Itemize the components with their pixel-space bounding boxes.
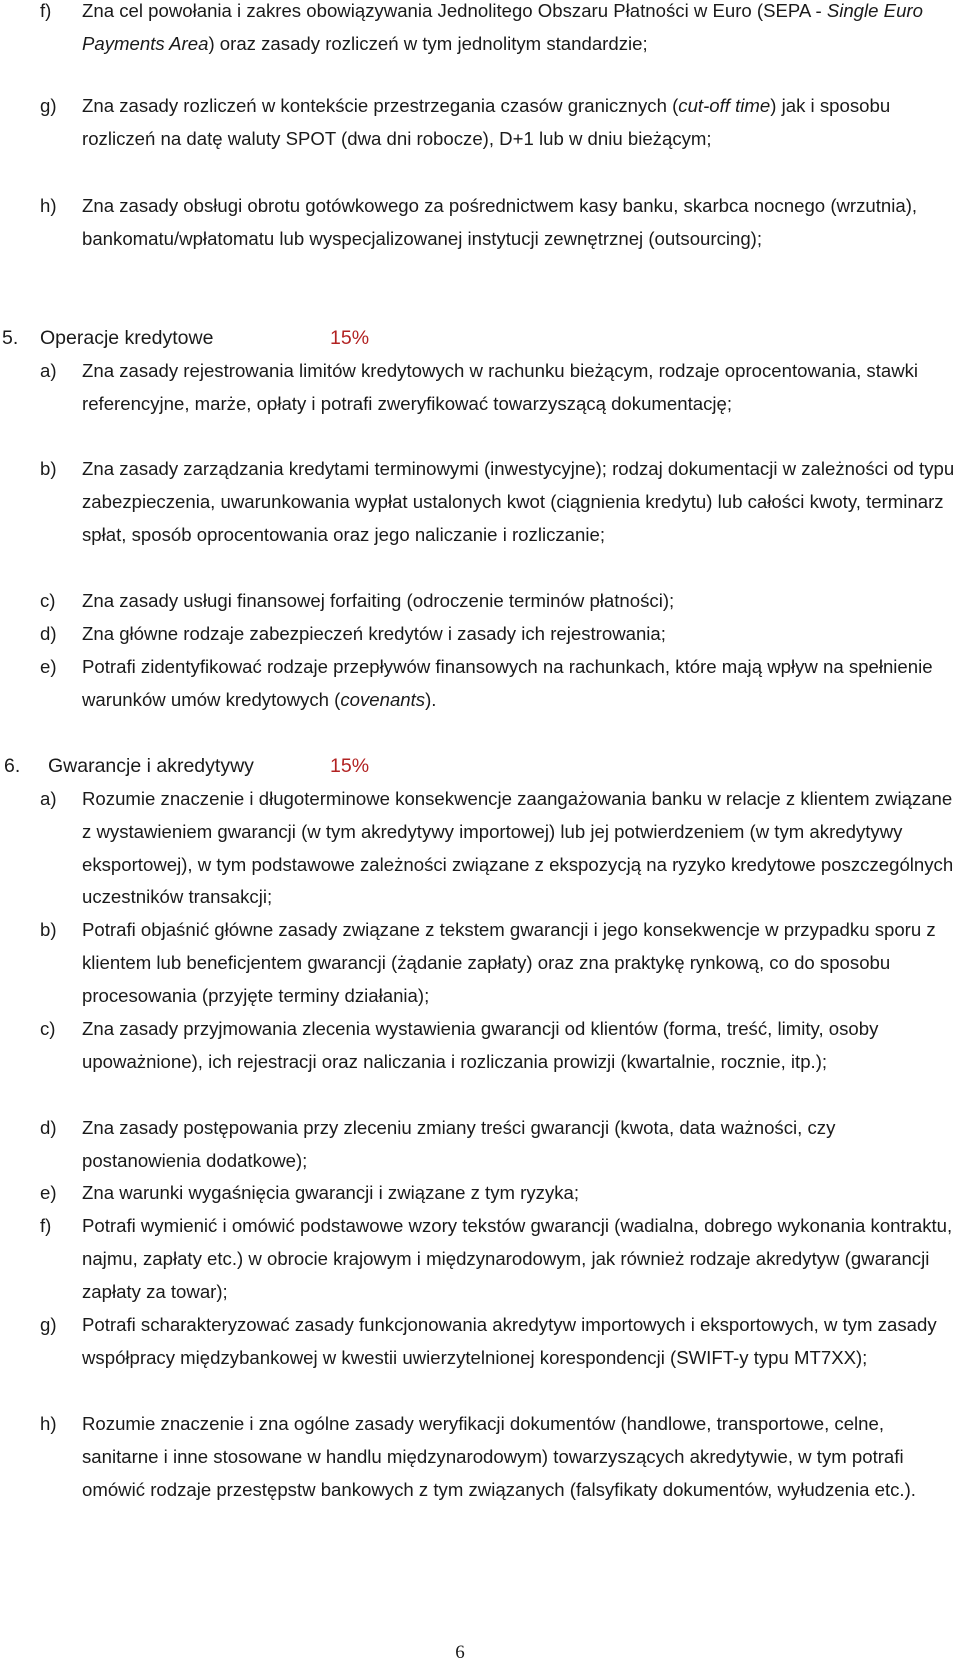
list-item [40, 651, 955, 717]
list-item [40, 453, 955, 551]
item-text: Zna zasady zarządzania kredytami terminowymi (inwestycyjne); rodzaj dokumentacji w zależności od typu zabezpieczenia, uwarunkowania wypłat ustalonych kwot (ciągnienia kredytu) lub całości kwoty, terminarz spłat, sposób oprocentowania oraz jego naliczanie i rozliczanie; [82, 458, 955, 545]
item-text: Zna warunki wygaśnięcia gwarancji i związane z tym ryzyka; [82, 1182, 580, 1203]
item-text: Zna zasady rozliczeń w kontekście przestrzegania czasów granicznych (cut-off time) jak i sposobu rozliczeń na datę waluty SPOT (dwa dni robocze), D+1 lub w dniu bieżącym; [82, 95, 891, 149]
list-item [40, 1112, 955, 1178]
item-label: a) [40, 788, 57, 809]
section-weight: 15% [330, 755, 370, 777]
list-item [40, 1408, 955, 1506]
item-label: d) [40, 1117, 57, 1138]
list-item [40, 1309, 955, 1375]
item-text: Zna zasady przyjmowania zlecenia wystawienia gwarancji od klientów (forma, treść, limity, osoby upoważnione), ich rejestracji oraz naliczania i rozliczania prowizji (kwartalnie, rocznie, itp.); [82, 1018, 879, 1072]
list-item [40, 783, 955, 914]
section-title: Operacje kredytowe [40, 327, 214, 349]
list-item [40, 0, 955, 61]
list-item [40, 355, 955, 421]
item-text: Potrafi scharakteryzować zasady funkcjonowania akredytyw importowych i eksportowych, w tym zasady współpracy międzybankowej w kwestii uwierzytelnionej korespondencji (SWIFT-y typu MT7XX); [82, 1314, 937, 1368]
item-label: g) [40, 1314, 57, 1335]
item-label: f) [40, 0, 52, 21]
item-label: a) [40, 360, 57, 381]
item-label: b) [40, 919, 57, 940]
item-text: Zna zasady obsługi obrotu gotówkowego za pośrednictwem kasy banku, skarbca nocnego (wrzutnia), bankomatu/wpłatomatu lub wyspecjalizowanej instytucji zewnętrznej (outsourcing); [82, 195, 918, 249]
list-item [40, 190, 955, 256]
item-text: Potrafi zidentyfikować rodzaje przepływów finansowych na rachunkach, które mają wpływ na spełnienie warunków umów kredytowych (covenants). [82, 656, 933, 710]
page-number: 6 [455, 1642, 465, 1663]
item-text: Potrafi wymienić i omówić podstawowe wzory tekstów gwarancji (wadialna, dobrego wykonania kontraktu, najmu, zapłaty etc.) w obrocie krajowym i międzynarodowym, jak również rodzaje akredytyw (gwarancji zapłaty za towar); [82, 1215, 953, 1302]
item-label: g) [40, 95, 57, 116]
list-item [40, 914, 955, 1012]
item-label: h) [40, 1413, 57, 1434]
item-text: Zna główne rodzaje zabezpieczeń kredytów i zasady ich rejestrowania; [82, 623, 666, 644]
item-label: d) [40, 623, 57, 644]
item-label: e) [40, 656, 57, 677]
item-text: Rozumie znaczenie i zna ogólne zasady weryfikacji dokumentów (handlowe, transportowe, celne, sanitarne i inne stosowane w handlu międzynarodowym) towarzyszących akredytywie, w tym potrafi omówić rodzaje przestępstw bankowych z tym związanych (falsyfikaty dokumentów, wyłudzenia etc.). [82, 1413, 916, 1500]
section-title: Gwarancje i akredytywy [48, 755, 254, 777]
item-text: Zna zasady postępowania przy zleceniu zmiany treści gwarancji (kwota, data ważności, czy postanowienia dodatkowe); [82, 1117, 836, 1171]
list-item [40, 1210, 955, 1308]
list-item [40, 1013, 955, 1079]
item-text: Zna cel powołania i zakres obowiązywania Jednolitego Obszaru Płatności w Euro (SEPA - Single Euro Payments Area) oraz zasady rozliczeń w tym jednolitym standardzie; [82, 0, 923, 54]
item-text: Zna zasady usługi finansowej forfaiting (odroczenie terminów płatności); [82, 590, 675, 611]
list-item [40, 585, 955, 618]
list-item [40, 1177, 955, 1210]
list-item [40, 90, 955, 156]
item-text: Rozumie znaczenie i długoterminowe konsekwencje zaangażowania banku w relacje z klientem związane z wystawieniem gwarancji (w tym akredytywy importowej) lub jej potwierdzeniem (w tym akredytywy eksportowej), w tym podstawowe zależności związane z ekspozycją na ryzyko kredytowe poszczególnych uczestników transakcji; [82, 788, 954, 908]
item-label: e) [40, 1182, 57, 1203]
section-weight: 15% [330, 327, 370, 349]
item-label: f) [40, 1215, 52, 1236]
item-text: Potrafi objaśnić główne zasady związane z tekstem gwarancji i jego konsekwencje w przypadku sporu z klientem lub beneficjentem gwarancji (żądanie zapłaty) oraz zna praktykę rynkową, co do sposobu procesowania (przyjęte terminy działania); [82, 919, 936, 1006]
item-text: Zna zasady rejestrowania limitów kredytowych w rachunku bieżącym, rodzaje oprocentowania, stawki referencyjne, marże, opłaty i potrafi zweryfikować towarzyszącą dokumentację; [82, 360, 919, 414]
section-number: 5. [2, 327, 19, 349]
list-item [40, 618, 955, 651]
item-label: c) [40, 1018, 56, 1039]
item-label: h) [40, 195, 57, 216]
item-label: b) [40, 458, 57, 479]
section-number: 6. [4, 755, 21, 777]
item-label: c) [40, 590, 56, 611]
